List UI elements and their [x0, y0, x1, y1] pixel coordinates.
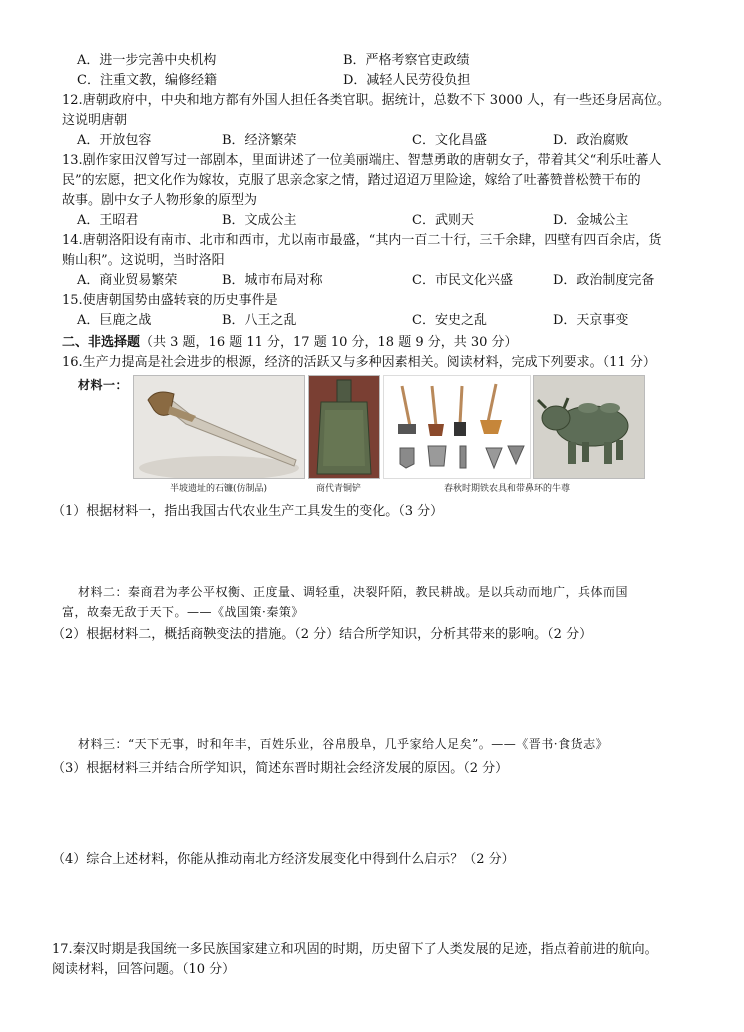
q15-option-b: B．八王之乱	[222, 313, 297, 328]
q12-option-a: A．开放包容	[77, 133, 152, 148]
q16-question-4: （4）综合上述材料，你能从推动南北方经济发展变化中得到什么启示？（2 分）	[52, 852, 515, 867]
section2-title: 二、非选择题	[62, 335, 141, 350]
stone-sickle-image	[133, 375, 305, 479]
q12-option-c: C．文化昌盛	[412, 133, 487, 148]
q11-option-b: B．严格考察官吏政绩	[343, 53, 470, 68]
iron-tools-image	[383, 375, 531, 479]
q16-material2-line2: 富，故秦无敌于天下。——《战国策·秦策》	[62, 605, 304, 619]
iron-tools-caption: 春秋时期铁农具和带鼻环的牛尊	[444, 484, 571, 494]
bronze-spade-caption: 商代青铜铲	[316, 484, 362, 494]
q14-stem-line1: 14.唐朝洛阳设有南市、北市和西市，尤以南市最盛，“其内一百二十行，三千余肆，四壁有四百余店，货	[62, 233, 662, 248]
q17-stem-line2: 阅读材料，回答问题。（10 分）	[52, 962, 236, 977]
q15-option-d: D．天京事变	[553, 313, 629, 328]
q13-option-d: D．金城公主	[553, 213, 629, 228]
q11-option-c: C．注重文教，编修经籍	[77, 73, 217, 88]
q17-stem-line1: 17.秦汉时期是我国统一多民族国家建立和巩固的时期，历史留下了人类发展的足迹，指点着前进的航向。	[52, 942, 658, 957]
q13-option-b: B．文成公主	[222, 213, 297, 228]
q12-option-b: B．经济繁荣	[222, 133, 297, 148]
q13-stem-line3: 故事。剧中女子人物形象的原型为	[62, 193, 258, 208]
q15-stem: 15.使唐朝国势由盛转衰的历史事件是	[62, 293, 278, 308]
q16-stem: 16.生产力提高是社会进步的根源，经济的活跃又与多种因素相关。阅读材料，完成下列要求。（11 分）	[62, 355, 656, 370]
q12-option-d: D．政治腐败	[553, 133, 629, 148]
q16-question-3: （3）根据材料三并结合所学知识，简述东晋时期社会经济发展的原因。（2 分）	[52, 761, 509, 776]
q11-option-a: A．进一步完善中央机构	[77, 53, 217, 68]
q12-stem-line1: 12.唐朝政府中，中央和地方都有外国人担任各类官职。据统计，总数不下 3000 人，有一些还身居高位。	[62, 93, 671, 108]
q15-option-a: A．巨鹿之战	[77, 313, 152, 328]
q12-stem-line2: 这说明唐朝	[62, 113, 128, 128]
q16-material2-line1: 材料二：秦商君为孝公平权衡、正度量、调轻重，决裂阡陌，教民耕战。是以兵动而地广，兵体而国	[78, 585, 629, 599]
q11-option-d: D．减轻人民劳役负担	[343, 73, 471, 88]
q14-stem-line2: 贿山积”。这说明，当时洛阳	[62, 253, 225, 268]
q16-question-2: （2）根据材料二，概括商鞅变法的措施。（2 分）结合所学知识，分析其带来的影响。（2 分）	[52, 627, 593, 642]
q16-question-1: （1）根据材料一，指出我国古代农业生产工具发生的变化。（3 分）	[52, 504, 444, 519]
q14-option-a: A．商业贸易繁荣	[77, 273, 178, 288]
section2-heading	[62, 334, 518, 352]
q14-option-b: B．城市布局对称	[222, 273, 323, 288]
q13-option-a: A．王昭君	[77, 213, 139, 228]
bronze-spade-image	[308, 375, 380, 479]
q13-stem-line2: 民”的宏愿，把文化作为嫁妆，克服了思亲念家之情，踏过迢迢万里险途，嫁给了吐蕃赞普松赞干布的	[62, 173, 641, 188]
ox-zun-image	[533, 375, 645, 479]
q14-option-c: C．市民文化兴盛	[412, 273, 513, 288]
q13-stem-line1: 13.剧作家田汉曾写过一部剧本，里面讲述了一位美丽端庄、智慧勇敢的唐朝女子，带着其父“利乐吐蕃人	[62, 153, 662, 168]
q13-option-c: C．武则天	[412, 213, 474, 228]
section2-detail: （共 3 题，16 题 11 分，17 题 10 分，18 题 9 分，共 30 分）	[140, 335, 518, 350]
q15-option-c: C．安史之乱	[412, 313, 487, 328]
stone-sickle-caption: 半坡遗址的石镰(仿制品)	[170, 484, 268, 494]
q16-material3: 材料三：“天下无事，时和年丰，百姓乐业，谷帛殷阜，几乎家给人足矣”。——《晋书·食货志》	[78, 737, 609, 751]
q14-option-d: D．政治制度完备	[553, 273, 655, 288]
q16-material1-label: 材料一：	[78, 378, 129, 392]
